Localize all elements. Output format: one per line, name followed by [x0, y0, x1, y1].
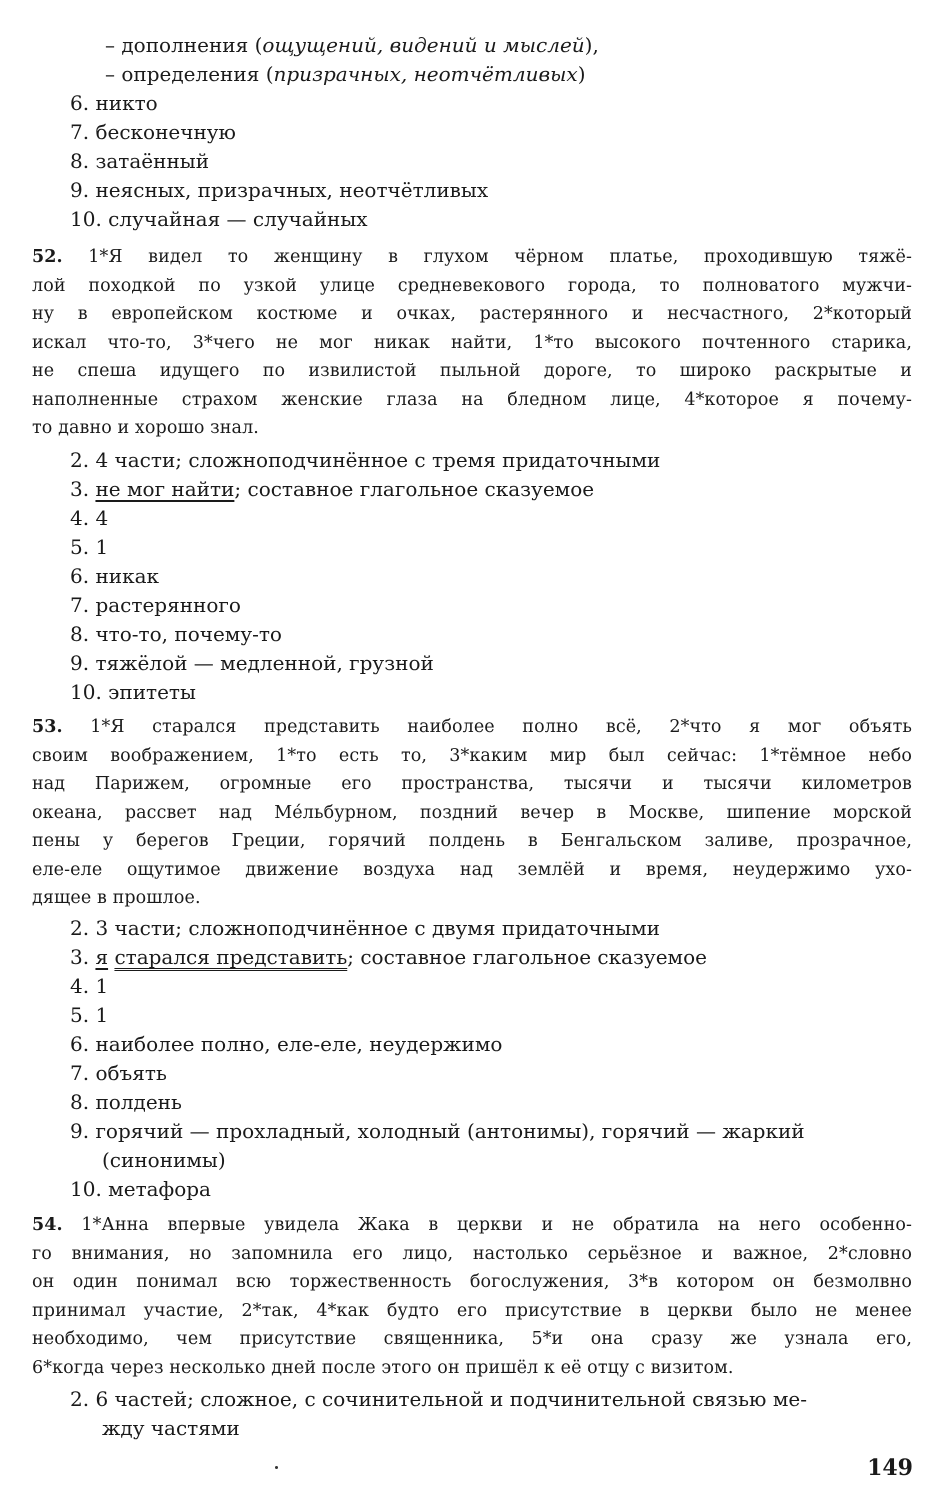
exercise-number: 53.	[32, 717, 63, 737]
text: 1*Я видел то женщину в глухом чёрном платье, проходившую тяжё-	[88, 247, 912, 267]
list-item	[70, 446, 915, 475]
para-line: принимал участие, 2*так, 4*как будто его присутствие в церкви было не менее	[32, 1300, 912, 1321]
predicate-underlined: не мог найти	[95, 477, 235, 501]
list-item	[70, 533, 915, 562]
para-line: не спеша идущего по извилистой пыльной дороге, то широко раскрытые и	[32, 361, 912, 381]
item-number: 2.	[70, 448, 90, 472]
italic-text: призрачных, неотчётливых	[273, 62, 578, 86]
item-text: никак	[95, 564, 160, 588]
para-line: го внимания, но запомнила его лицо, настолько серьёзное и важное, 2*словно	[32, 1243, 912, 1264]
text: )	[577, 62, 586, 86]
para-line: он один понимал всю торжественность богослужения, 3*в котором он безмолвно	[32, 1272, 912, 1292]
item-text: 1	[95, 535, 109, 559]
item-number: 6.	[70, 1032, 90, 1056]
item-number: 10.	[70, 207, 102, 231]
item-text: объять	[95, 1061, 167, 1085]
item-text: бесконечную	[95, 120, 236, 144]
item-text: никто	[95, 91, 158, 115]
item-number: 2.	[70, 916, 90, 940]
item-number: 6.	[70, 91, 90, 115]
item-number: 9.	[70, 1119, 90, 1143]
item-text: неясных, призрачных, неотчётливых	[95, 178, 489, 202]
item-text: ; составное глагольное сказуемое	[347, 945, 707, 969]
item-number: 3.	[70, 945, 90, 969]
item-text: наиболее полно, еле-еле, неудержимо	[95, 1032, 503, 1056]
item-text: затаённый	[95, 149, 210, 173]
para-line: 6*когда через несколько дней после этого он пришёл к её отцу с визитом.	[32, 1357, 734, 1378]
item-text: растерянного	[95, 593, 241, 617]
item-number: 4.	[70, 974, 90, 998]
list-item	[70, 1001, 915, 1030]
list-item	[70, 475, 915, 504]
item-number: 10.	[70, 1177, 102, 1201]
list-item	[70, 972, 915, 1001]
item-text: горячий — прохладный, холодный (антонимы), горячий — жаркий	[95, 1119, 805, 1143]
list-item	[70, 205, 915, 234]
para-line: своим воображением, 1*то есть то, 3*каким мир был сейчас: 1*тёмное небо	[32, 745, 912, 766]
item-text: метафора	[108, 1177, 211, 1201]
text: 1*Анна впервые увидела Жака в церкви и не обратила на него особенно-	[81, 1215, 912, 1235]
exercise-54-text	[32, 1211, 912, 1382]
item-number: 10.	[70, 680, 102, 704]
list-item	[70, 176, 915, 205]
dash-line-additions	[105, 31, 915, 60]
item-text: 4 части; сложноподчинённое с тремя придаточными	[95, 448, 661, 472]
item-number: 9.	[70, 178, 90, 202]
predicate-underlined: старался представить	[114, 945, 348, 969]
italic-text: ощущений, видений и мыслей	[262, 33, 585, 57]
item-number: 8.	[70, 622, 90, 646]
item-number: 5.	[70, 1003, 90, 1027]
item-text: (синонимы)	[102, 1148, 226, 1172]
item-text: 1	[95, 1003, 109, 1027]
para-line	[32, 713, 912, 742]
list-item	[70, 1117, 915, 1146]
subject-underlined: я	[95, 945, 109, 969]
text: 1*Я старался представить наиболее полно всё, 2*что я мог объять	[90, 717, 912, 737]
list-item	[70, 118, 915, 147]
item-number: 5.	[70, 535, 90, 559]
para-line: наполненные страхом женские глаза на бледном лице, 4*которое я почему-	[32, 389, 912, 410]
list-item	[70, 1030, 915, 1059]
para-line	[32, 1211, 912, 1240]
para-line: еле-еле ощутимое движение воздуха над землёй и время, неудержимо ухо-	[32, 859, 912, 880]
list-item	[70, 620, 915, 649]
list-item	[70, 147, 915, 176]
list-item	[70, 1175, 915, 1204]
list-item-continuation	[102, 1146, 915, 1175]
item-text: 6 частей; сложное, с сочинительной и подчинительной связью ме-	[95, 1387, 807, 1411]
list-item	[70, 678, 915, 707]
dash-line-attributes	[105, 60, 915, 89]
item-text: 4	[95, 506, 109, 530]
para-line: океана, рассвет над Ме́льбурном, поздний вечер в Москве, шипение морской	[32, 802, 912, 823]
para-line: пены у берегов Греции, горячий полдень в Бенгальском заливе, прозрачное,	[32, 831, 912, 851]
item-text: жду частями	[102, 1416, 240, 1440]
list-item	[70, 562, 915, 591]
list-item	[70, 649, 915, 678]
item-number: 8.	[70, 1090, 90, 1114]
page-number: 149	[867, 1455, 913, 1481]
item-text: тяжёлой — медленной, грузной	[95, 651, 434, 675]
exercise-number: 52.	[32, 247, 63, 267]
para-line: искал что-то, 3*чего не мог никак найти, 1*то высокого почтенного старика,	[32, 332, 912, 353]
text: – дополнения (	[105, 33, 263, 57]
para-line	[32, 243, 912, 272]
item-text: 3 части; сложноподчинённое с двумя придаточными	[95, 916, 660, 940]
exercise-52-text	[32, 243, 912, 443]
item-number: 8.	[70, 149, 90, 173]
item-text: полдень	[95, 1090, 182, 1114]
text: ),	[584, 33, 599, 57]
para-line: лой походкой по узкой улице средневекового города, то полноватого мужчи-	[32, 275, 912, 296]
item-number: 7.	[70, 593, 90, 617]
list-item	[70, 591, 915, 620]
para-line: необходимо, чем присутствие священника, 5*и она сразу же узнала его,	[32, 1329, 912, 1349]
item-number: 7.	[70, 120, 90, 144]
para-line: дящее в прошлое.	[32, 888, 201, 908]
item-text: ; составное глагольное сказуемое	[234, 477, 595, 501]
print-speck	[275, 1466, 278, 1469]
item-number: 3.	[70, 477, 90, 501]
item-number: 9.	[70, 651, 90, 675]
text: – определения (	[105, 62, 274, 86]
item-text: эпитеты	[108, 680, 196, 704]
list-item	[70, 914, 915, 943]
item-number: 2.	[70, 1387, 90, 1411]
item-number: 7.	[70, 1061, 90, 1085]
exercise-number: 54.	[32, 1215, 63, 1235]
list-item-continuation	[102, 1414, 915, 1443]
list-item	[70, 943, 915, 972]
exercise-53-text	[32, 713, 912, 913]
list-item	[70, 1088, 915, 1117]
list-item	[70, 89, 915, 118]
para-line: над Парижем, огромные его пространства, тысячи и тысячи километров	[32, 774, 912, 794]
item-number: 6.	[70, 564, 90, 588]
item-number: 4.	[70, 506, 90, 530]
item-text: 1	[95, 974, 109, 998]
item-text: случайная — случайных	[108, 207, 368, 231]
item-text: что-то, почему-то	[95, 622, 282, 646]
list-item	[70, 1385, 913, 1414]
para-line: ну в европейском костюме и очках, растерянного и несчастного, 2*который	[32, 304, 912, 324]
para-line: то давно и хорошо знал.	[32, 418, 259, 438]
list-item	[70, 504, 915, 533]
list-item	[70, 1059, 915, 1088]
